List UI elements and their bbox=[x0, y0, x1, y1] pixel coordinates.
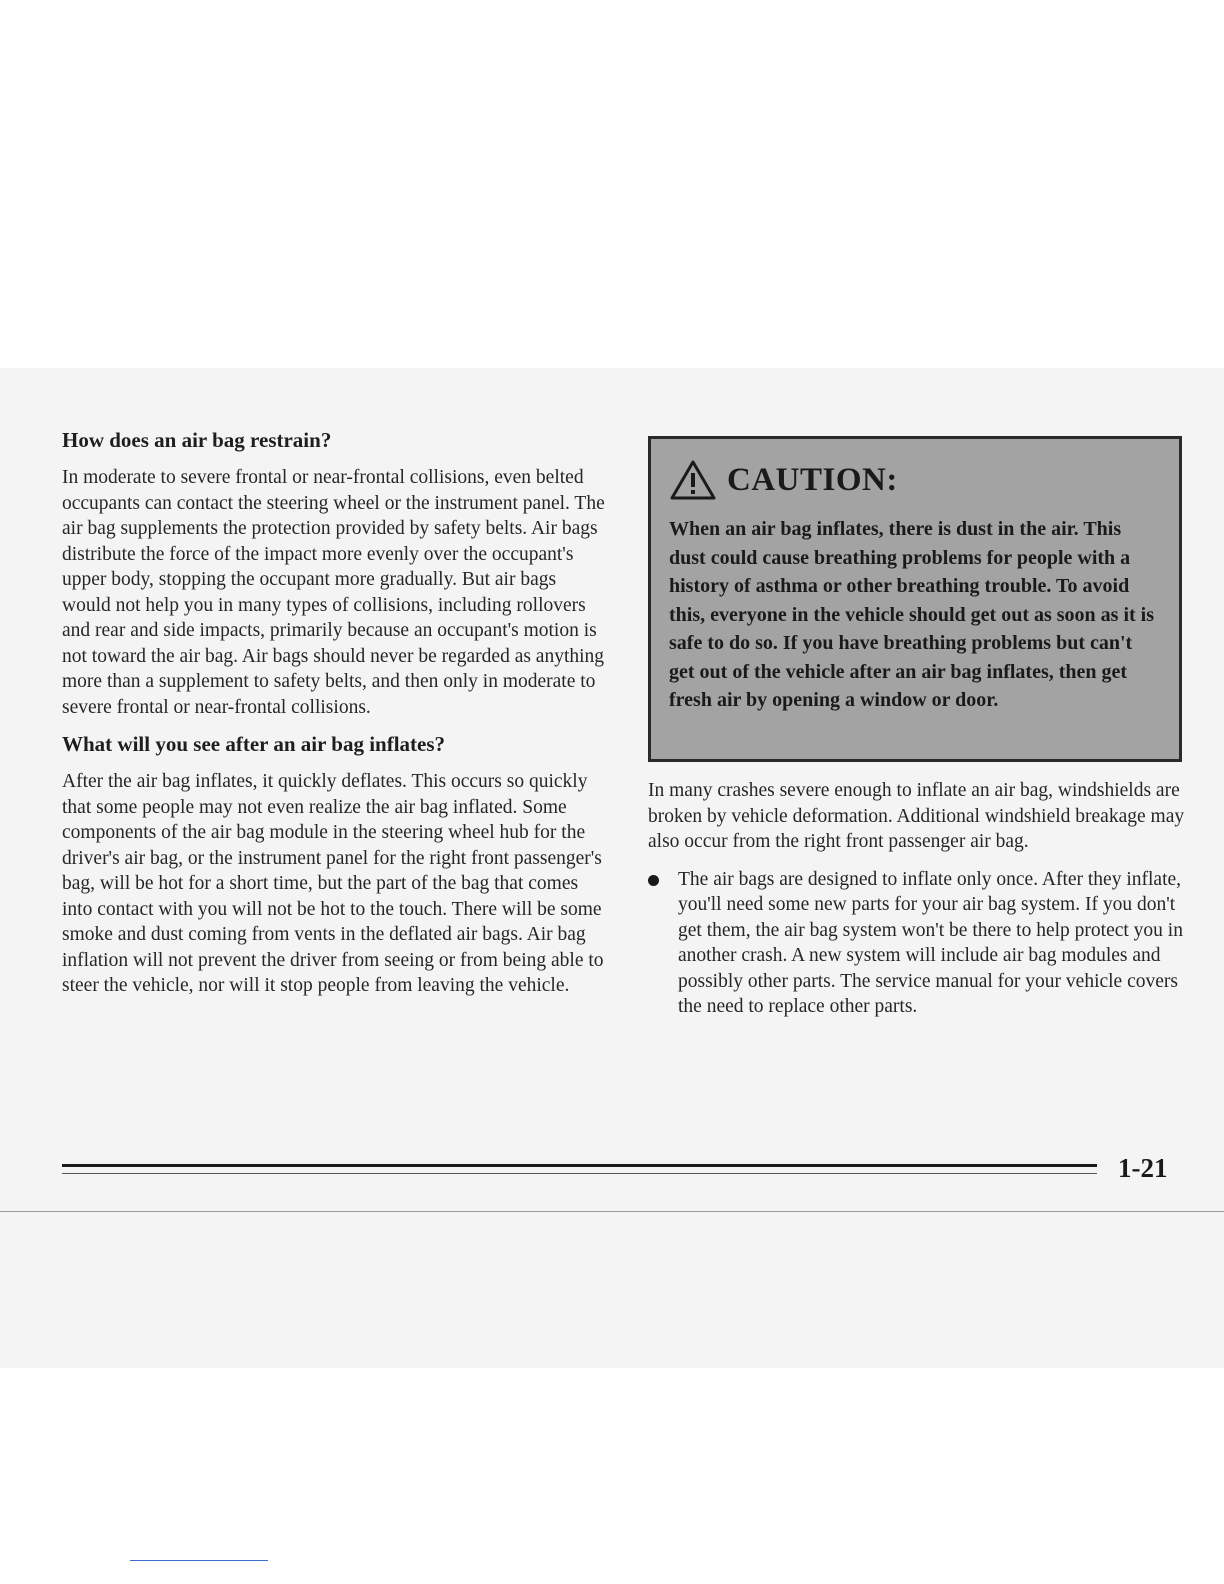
caution-box bbox=[648, 436, 1182, 762]
paragraph-after-inflation: After the air bag inflates, it quickly deflates. This occurs so quickly that some people may not even realize the air bag inflated. Some components of the air bag module in the steering wheel hub for the driver's air bag, or the instrument panel for the right front passenger's bag, will be hot for a short time, but the part of the bag that comes into contact with you will not be hot to the touch. There will be some smoke and dust coming from vents in the deflated air bags. Air bag inflation will not prevent the driver from seeing or from being able to steer the vehicle, nor will it stop people from leaving the vehicle. bbox=[62, 771, 604, 997]
page-number: 1-21 bbox=[1118, 1153, 1168, 1183]
footer-rule bbox=[62, 1164, 1097, 1167]
heading-air-bag-restrain: How does an air bag restrain? bbox=[62, 428, 332, 452]
scan-edge-line bbox=[0, 1211, 1224, 1212]
footer-rule-thin bbox=[62, 1173, 1097, 1174]
caution-header bbox=[669, 459, 1161, 501]
bullet-dot-icon bbox=[648, 875, 659, 886]
bullet-text: The air bags are designed to inflate only once. After they inflate, you'll need some new parts for your air bag system. If you don't get them, the air bag system won't be there to help protect you in another crash. A new system will include air bag modules and possibly other parts. The service manual for your vehicle covers the need to replace other parts. bbox=[678, 868, 1183, 1017]
bullet-item-inflate-once bbox=[648, 867, 1193, 1020]
caution-title: CAUTION: bbox=[727, 461, 898, 498]
heading-after-inflation: What will you see after an air bag inflates? bbox=[62, 732, 446, 757]
paragraph-air-bag-restrain: In moderate to severe frontal or near-frontal collisions, even belted occupants can contact the steering wheel or the instrument panel. The air bag supplements the protection provided by safety belts. Air bags distribute the force of the impact more evenly over the occupant's upper body, stopping the occupant more gradually. But air bags would not help you in many types of collisions, including rollovers and rear and side impacts, primarily because an occupant's motion is not toward the air bag. Air bags should never be regarded as anything more than a supplement to safety belts, and then only in moderate to severe frontal or near-frontal collisions. bbox=[62, 467, 605, 718]
paragraph-windshield: In many crashes severe enough to inflate an air bag, windshields are broken by vehicle deformation. Additional windshield breakage may also occur from the right front passenger air bag. bbox=[648, 780, 1185, 852]
right-column bbox=[648, 436, 1193, 1020]
caution-text: When an air bag inflates, there is dust in the air. This dust could cause breathing problems for people with a history of asthma or other breathing trouble. To avoid this, everyone in the vehicle should get out as soon as it is safe to do so. If you have breathing problems but can't get out of the vehicle after an air bag inflates, then get fresh air by opening a window or door. bbox=[669, 518, 1155, 711]
stray-mark bbox=[130, 1560, 268, 1561]
left-column bbox=[62, 428, 607, 1011]
warning-triangle-icon bbox=[669, 459, 717, 501]
